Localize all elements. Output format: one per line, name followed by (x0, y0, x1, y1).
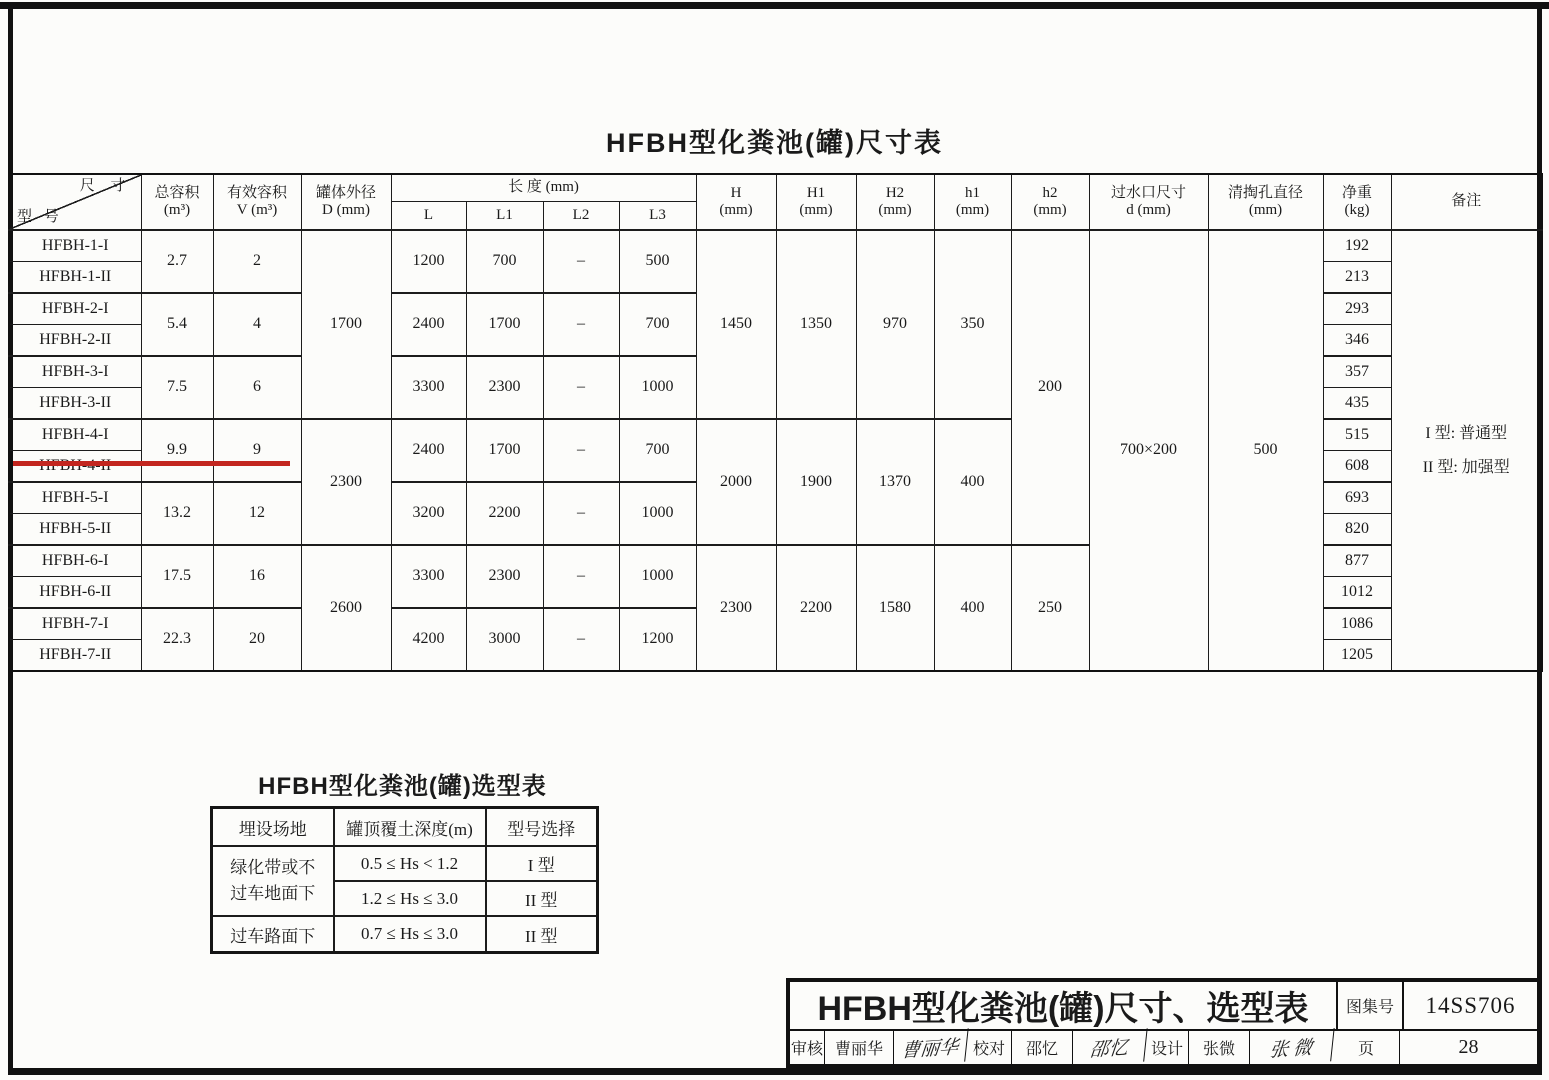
cell-H1: 1900 (776, 419, 856, 545)
cell-L: 3300 (391, 545, 466, 608)
cell-model: HFBH-1-I (9, 230, 141, 262)
page-label: 页 (1333, 1031, 1400, 1064)
cell-model: HFBH-6-II (9, 577, 141, 609)
cell-model: HFBH-4-I (9, 419, 141, 451)
cell-model: HFBH-1-II (9, 262, 141, 294)
sel-header-depth: 罐顶覆土深度(m) (334, 808, 486, 847)
title-block (786, 978, 1541, 1068)
design-name: 张微 (1189, 1031, 1250, 1064)
review-label: 审核 (790, 1031, 825, 1064)
corner-header-cell (9, 174, 141, 230)
header-total-volume: 总容积 (m³) (141, 174, 213, 230)
cell-h1: 350 (934, 230, 1011, 419)
cell-effective-volume: 2 (213, 230, 301, 293)
header-H: H (mm) (696, 174, 776, 230)
cell-model: HFBH-5-I (9, 482, 141, 514)
cell-weight: 293 (1323, 293, 1391, 325)
header-length-group: 长 度 (mm) (391, 174, 696, 202)
table-row (9, 230, 1542, 262)
cell-L3: 500 (619, 230, 696, 293)
header-L: L (391, 202, 466, 231)
cell-weight: 515 (1323, 419, 1391, 451)
cell-L: 3300 (391, 356, 466, 419)
cell-remark: I 型: 普通型 II 型: 加强型 (1391, 230, 1542, 671)
cell-H: 1450 (696, 230, 776, 419)
sel-cell-type: I 型 (486, 846, 598, 881)
cell-L: 2400 (391, 419, 466, 482)
sel-header-site: 埋设场地 (212, 808, 334, 847)
cell-L2: – (543, 419, 619, 482)
cell-weight: 192 (1323, 230, 1391, 262)
cell-model: HFBH-6-I (9, 545, 141, 577)
cell-H1: 2200 (776, 545, 856, 671)
sel-cell-type: II 型 (486, 916, 598, 953)
cell-total-volume: 17.5 (141, 545, 213, 608)
cell-L1: 1700 (466, 419, 543, 482)
page-frame-bottom (8, 1068, 1541, 1075)
cell-h1: 400 (934, 419, 1011, 545)
header-outlet-size: 过水口尺寸 d (mm) (1089, 174, 1208, 230)
cell-H2: 1370 (856, 419, 934, 545)
cell-H2: 970 (856, 230, 934, 419)
corner-label-model: 型 号 (17, 208, 63, 225)
header-L3: L3 (619, 202, 696, 231)
cell-cleanout-diameter: 500 (1208, 230, 1323, 671)
sel-cell-depth: 0.7 ≤ Hs ≤ 3.0 (334, 916, 486, 953)
cell-L: 3200 (391, 482, 466, 545)
sel-cell-site: 过车路面下 (212, 916, 334, 953)
header-h2: h2 (mm) (1011, 174, 1089, 230)
cell-L2: – (543, 356, 619, 419)
atlas-number-value: 14SS706 (1425, 992, 1516, 1018)
header-cleanout-diameter: 清掏孔直径 (mm) (1208, 174, 1323, 230)
check-label: 校对 (967, 1031, 1012, 1064)
cell-L1: 2200 (466, 482, 543, 545)
cell-model: HFBH-2-I (9, 293, 141, 325)
table-row (212, 916, 598, 953)
cell-effective-volume: 12 (213, 482, 301, 545)
cell-L1: 3000 (466, 608, 543, 671)
selection-table (210, 806, 599, 954)
cell-weight: 1205 (1323, 640, 1391, 672)
cell-weight: 213 (1323, 262, 1391, 294)
design-signature: 张 微 (1248, 1028, 1334, 1067)
cell-total-volume: 2.7 (141, 230, 213, 293)
sel-cell-site: 绿化带或不 过车地面下 (212, 846, 334, 916)
cell-L2: – (543, 545, 619, 608)
cell-L: 1200 (391, 230, 466, 293)
cell-L2: – (543, 608, 619, 671)
cell-L: 2400 (391, 293, 466, 356)
header-net-weight: 净重 (kg) (1323, 174, 1391, 230)
design-label: 设计 (1146, 1031, 1189, 1064)
cell-L2: – (543, 482, 619, 545)
cell-model: HFBH-5-II (9, 514, 141, 546)
cell-H2: 1580 (856, 545, 934, 671)
cell-diameter: 2600 (301, 545, 391, 671)
header-h1: h1 (mm) (934, 174, 1011, 230)
cell-L2: – (543, 230, 619, 293)
page-frame-top (0, 2, 1549, 9)
cell-L1: 2300 (466, 356, 543, 419)
cell-total-volume: 5.4 (141, 293, 213, 356)
page-number: 28 (1458, 1036, 1479, 1058)
check-name: 邵忆 (1012, 1031, 1073, 1064)
cell-total-volume: 13.2 (141, 482, 213, 545)
cell-effective-volume: 6 (213, 356, 301, 419)
cell-h2: 250 (1011, 545, 1089, 671)
cell-model: HFBH-7-II (9, 640, 141, 672)
table-row (212, 846, 598, 881)
cell-L: 4200 (391, 608, 466, 671)
cell-weight: 820 (1323, 514, 1391, 546)
selection-table-title: HFBH型化粪池(罐)选型表 (258, 773, 547, 800)
cell-L3: 1000 (619, 482, 696, 545)
cell-model: HFBH-2-II (9, 325, 141, 357)
header-L2: L2 (543, 202, 619, 231)
corner-label-dimension: 尺 寸 (79, 178, 132, 194)
cell-L3: 1200 (619, 608, 696, 671)
sel-cell-depth: 1.2 ≤ Hs ≤ 3.0 (334, 881, 486, 916)
cell-model: HFBH-7-I (9, 608, 141, 640)
atlas-number-label: 图集号 (1338, 982, 1404, 1029)
sel-cell-type: II 型 (486, 881, 598, 916)
cell-total-volume: 22.3 (141, 608, 213, 671)
cell-model (9, 451, 141, 483)
cell-L1: 1700 (466, 293, 543, 356)
cell-h2: 200 (1011, 230, 1089, 545)
cell-weight: 608 (1323, 451, 1391, 483)
cell-L3: 700 (619, 293, 696, 356)
header-tank-outer-diameter: 罐体外径 D (mm) (301, 174, 391, 230)
cell-h1: 400 (934, 545, 1011, 671)
sel-cell-depth: 0.5 ≤ Hs < 1.2 (334, 846, 486, 881)
header-H1: H1 (mm) (776, 174, 856, 230)
cell-model: HFBH-3-II (9, 388, 141, 420)
cell-L3: 1000 (619, 356, 696, 419)
cell-effective-volume: 4 (213, 293, 301, 356)
main-table-title: HFBH型化粪池(罐)尺寸表 (606, 128, 943, 158)
cell-weight: 435 (1323, 388, 1391, 420)
cell-weight: 1012 (1323, 577, 1391, 609)
cell-weight: 693 (1323, 482, 1391, 514)
cell-diameter: 2300 (301, 419, 391, 545)
cell-weight: 877 (1323, 545, 1391, 577)
cell-diameter: 1700 (301, 230, 391, 419)
cell-L2: – (543, 293, 619, 356)
cell-H: 2000 (696, 419, 776, 545)
header-L1: L1 (466, 202, 543, 231)
cell-weight: 1086 (1323, 608, 1391, 640)
cell-L3: 1000 (619, 545, 696, 608)
header-effective-volume: 有效容积 V (m³) (213, 174, 301, 230)
cell-model: HFBH-3-I (9, 356, 141, 388)
cell-outlet-size: 700×200 (1089, 230, 1208, 671)
cell-L1: 2300 (466, 545, 543, 608)
cell-effective-volume: 20 (213, 608, 301, 671)
sheet-title: HFBH型化粪池(罐)尺寸、选型表 (790, 982, 1338, 1029)
cell-H: 2300 (696, 545, 776, 671)
cell-total-volume: 9.9 (141, 419, 213, 482)
cell-total-volume: 7.5 (141, 356, 213, 419)
header-H2: H2 (mm) (856, 174, 934, 230)
dimension-table (8, 173, 1543, 672)
cell-L1: 700 (466, 230, 543, 293)
red-highlight-underline (13, 461, 290, 466)
cell-H1: 1350 (776, 230, 856, 419)
sel-header-type: 型号选择 (486, 808, 598, 847)
cell-L3: 700 (619, 419, 696, 482)
cell-effective-volume: 16 (213, 545, 301, 608)
check-signature: 邵忆 (1071, 1028, 1147, 1066)
header-remark: 备注 (1391, 174, 1542, 230)
review-name: 曹丽华 (825, 1031, 894, 1064)
cell-weight: 346 (1323, 325, 1391, 357)
cell-effective-volume: 9 (213, 419, 301, 482)
review-signature: 曹丽华 (892, 1028, 968, 1066)
cell-weight: 357 (1323, 356, 1391, 388)
